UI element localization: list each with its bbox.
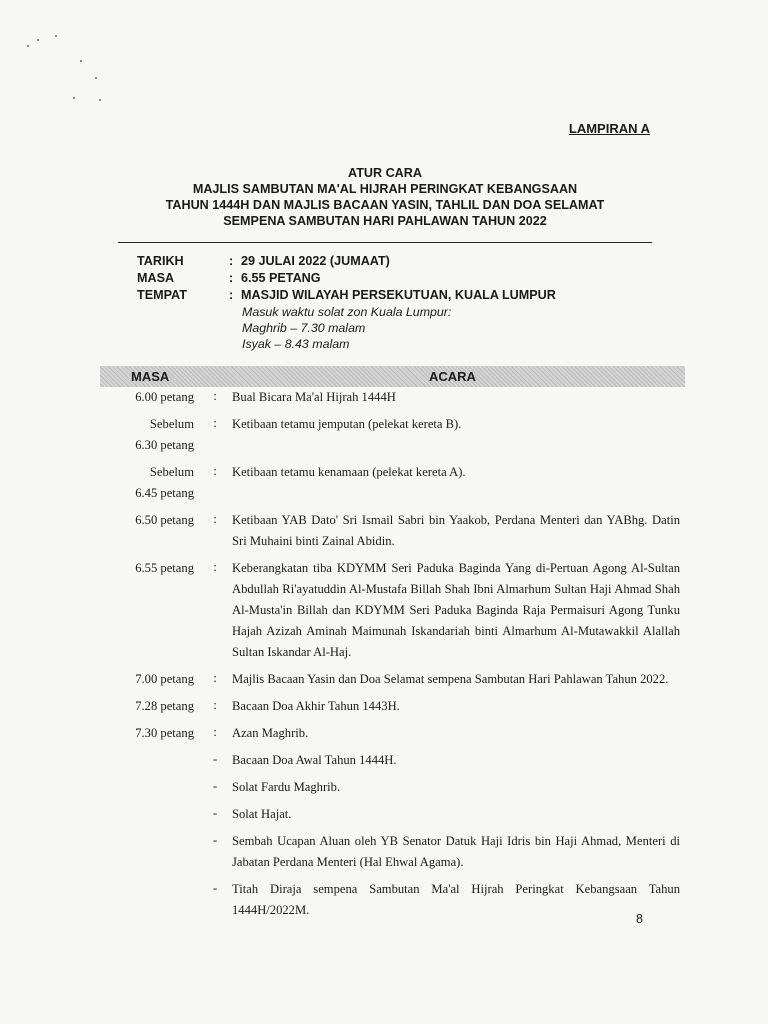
dash-bullet: - bbox=[212, 751, 218, 766]
row-event-text: Azan Maghrib. bbox=[232, 726, 309, 740]
row-event-text: Sembah Ucapan Aluan oleh YB Senator Datuk Haji Idris bin Haji Ahmad, Menteri di Jabatan Perdana Menteri (Hal Ehwal Agama). bbox=[232, 834, 680, 869]
row-time bbox=[100, 414, 194, 456]
page-number: 8 bbox=[636, 912, 643, 926]
schedule-row bbox=[100, 462, 690, 504]
info-label: TARIKH bbox=[137, 254, 184, 268]
row-event-text: Ketibaan tetamu kenamaan (pelekat kereta A). bbox=[232, 465, 466, 479]
title-divider bbox=[118, 242, 652, 243]
info-value: 6.55 PETANG bbox=[241, 271, 321, 285]
dash-bullet: - bbox=[212, 832, 218, 847]
speck bbox=[80, 60, 82, 62]
time-line: 6.55 petang bbox=[135, 561, 194, 575]
info-label: TEMPAT bbox=[137, 288, 187, 302]
title-line: TAHUN 1444H DAN MAJLIS BACAAN YASIN, TAHLIL DAN DOA SELAMAT bbox=[165, 198, 605, 212]
schedule-row bbox=[100, 387, 690, 408]
time-line: Sebelum bbox=[149, 417, 194, 431]
speck bbox=[55, 35, 57, 37]
speck bbox=[37, 39, 39, 41]
dash-bullet: - bbox=[212, 805, 218, 820]
speck bbox=[99, 99, 101, 101]
title-line: ATUR CARA bbox=[348, 166, 422, 180]
speck bbox=[95, 77, 97, 79]
info-colon: : bbox=[229, 254, 234, 268]
row-time bbox=[100, 510, 194, 531]
row-event-text: Bacaan Doa Akhir Tahun 1443H. bbox=[232, 699, 400, 713]
row-event-text: Bual Bicara Ma'al Hijrah 1444H bbox=[232, 390, 396, 404]
row-time bbox=[100, 387, 194, 408]
colon-separator: : bbox=[213, 415, 217, 430]
time-line: Sebelum bbox=[149, 465, 194, 479]
row-time bbox=[100, 462, 194, 504]
row-event-text: Ketibaan YAB Dato' Sri Ismail Sabri bin Yaakob, Perdana Menteri dan YABhg. Datin Sri Muhaini binti Zainal Abidin. bbox=[232, 513, 680, 548]
schedule-row bbox=[100, 696, 690, 717]
schedule-row bbox=[100, 750, 690, 771]
info-colon: : bbox=[229, 271, 234, 285]
colon-separator: : bbox=[213, 697, 217, 712]
schedule-header bbox=[100, 366, 685, 387]
schedule-row bbox=[100, 414, 690, 456]
prayer-times-note bbox=[242, 304, 451, 352]
schedule-row bbox=[100, 804, 690, 825]
scan-specks bbox=[25, 35, 115, 115]
speck bbox=[73, 97, 75, 99]
row-event-text: Majlis Bacaan Yasin dan Doa Selamat sempena Sambutan Hari Pahlawan Tahun 2022. bbox=[232, 672, 669, 686]
colon-separator: : bbox=[213, 724, 217, 739]
info-label: MASA bbox=[137, 271, 175, 285]
colon-separator: : bbox=[213, 463, 217, 478]
schedule-row bbox=[100, 510, 690, 552]
time-line: 6.50 petang bbox=[135, 513, 194, 527]
time-line: 6.30 petang bbox=[135, 438, 194, 452]
time-line: 7.00 petang bbox=[135, 672, 194, 686]
schedule-row bbox=[100, 831, 690, 873]
speck bbox=[27, 45, 29, 47]
schedule-row bbox=[100, 723, 690, 744]
title-line: MAJLIS SAMBUTAN MA'AL HIJRAH PERINGKAT KEBANGSAAN bbox=[192, 182, 578, 196]
row-event-text: Solat Hajat. bbox=[232, 807, 292, 821]
appendix-label: LAMPIRAN A bbox=[568, 121, 650, 136]
row-event-text: Keberangkatan tiba KDYMM Seri Paduka Baginda Yang di-Pertuan Agong Al-Sultan Abdullah Ri'ayatuddin Al-Mustafa Billah Shah Ibni Almarhum Sultan Haji Ahmad Shah Al-Musta'in Billah dan KDYMM Seri Paduka Baginda Raja Permaisuri Agong Tunku Hajah Azizah Aminah Maimunah Iskandariah binti Almarhum Al-Mutawakkil Alallah Sultan Iskandar Al-Haj. bbox=[232, 561, 680, 659]
time-line: 6.00 petang bbox=[135, 390, 194, 404]
row-event-text: Ketibaan tetamu jemputan (pelekat kereta B). bbox=[232, 417, 462, 431]
schedule-row bbox=[100, 777, 690, 798]
note-line: Isyak – 8.43 malam bbox=[242, 337, 350, 351]
schedule-table bbox=[100, 387, 690, 927]
schedule-row bbox=[100, 558, 690, 663]
row-time bbox=[100, 696, 194, 717]
info-value: 29 JULAI 2022 (JUMAAT) bbox=[241, 254, 390, 268]
note-line: Maghrib – 7.30 malam bbox=[242, 321, 366, 335]
schedule-row bbox=[100, 879, 690, 921]
document-title bbox=[120, 165, 650, 229]
info-colon: : bbox=[229, 288, 234, 302]
colon-separator: : bbox=[213, 670, 217, 685]
time-line: 7.30 petang bbox=[135, 726, 194, 740]
row-time bbox=[100, 723, 194, 744]
row-event-text: Bacaan Doa Awal Tahun 1444H. bbox=[232, 753, 397, 767]
time-line: 7.28 petang bbox=[135, 699, 194, 713]
note-line: Masuk waktu solat zon Kuala Lumpur: bbox=[242, 305, 452, 319]
colon-separator: : bbox=[213, 388, 217, 403]
row-event-text: Solat Fardu Maghrib. bbox=[232, 780, 341, 794]
colon-separator: : bbox=[213, 511, 217, 526]
title-line: SEMPENA SAMBUTAN HARI PAHLAWAN TAHUN 2022 bbox=[223, 214, 547, 228]
schedule-row bbox=[100, 669, 690, 690]
dash-bullet: - bbox=[212, 880, 218, 895]
info-value: MASJID WILAYAH PERSEKUTUAN, KUALA LUMPUR bbox=[241, 288, 556, 302]
row-time bbox=[100, 558, 194, 579]
row-event-text: Titah Diraja sempena Sambutan Ma'al Hijrah Peringkat Kebangsaan Tahun 1444H/2022M. bbox=[232, 882, 680, 917]
dash-bullet: - bbox=[212, 778, 218, 793]
colon-separator: : bbox=[213, 559, 217, 574]
time-line: 6.45 petang bbox=[135, 486, 194, 500]
row-time bbox=[100, 669, 194, 690]
header-time: MASA bbox=[131, 369, 170, 384]
header-event: ACARA bbox=[429, 369, 476, 384]
